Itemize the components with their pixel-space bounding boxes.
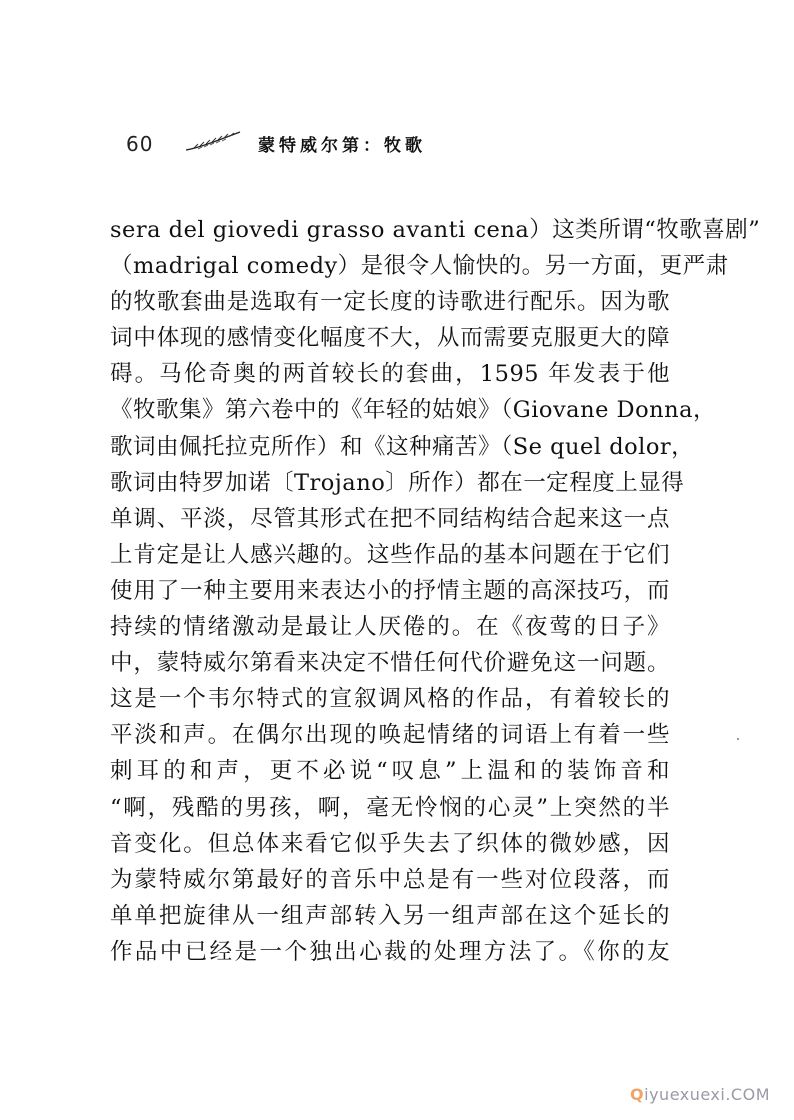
- text-line: sera del giovedi grasso avanti cena）这类所谓“牧歌喜剧”: [110, 217, 761, 243]
- text-line: 平淡和声。在偶尔出现的唤起情绪的词语上有着一些: [110, 722, 670, 749]
- text-line: 持续的情绪激动是最让人厌倦的。在《夜莺的日子》: [110, 614, 670, 641]
- page-header: [126, 128, 526, 162]
- text-line: 歌词由特罗加诺〔Trojano〕所作）都在一定程度上显得: [110, 469, 685, 496]
- text-line: 作品中已经是一个独出心裁的处理方法了。《你的友: [110, 938, 670, 965]
- feather-icon: [184, 130, 244, 154]
- text-line: 使用了一种主要用来表达小的抒情主题的高深技巧，而: [110, 577, 670, 604]
- text-line: 《牧歌集》第六卷中的《年轻的姑娘》（Giovane Donna，: [110, 397, 717, 424]
- text-line: 碍。马伦奇奥的两首较长的套曲，1595 年发表于他: [110, 361, 670, 388]
- watermark-logo-letter: Q: [630, 1085, 645, 1104]
- text-line: 上肯定是让人感兴趣的。这些作品的基本问题在于它们: [110, 541, 670, 568]
- text-line: 词中体现的感情变化幅度不大，从而需要克服更大的障: [110, 325, 670, 352]
- text-line: 这是一个韦尔特式的宣叙调风格的作品，有着较长的: [110, 686, 670, 713]
- page-number: 60: [126, 132, 154, 156]
- text-line: 歌词由佩托拉克所作）和《这种痛苦》（Se quel dolor，: [110, 433, 695, 460]
- text-line: 音变化。但总体来看它似乎失去了织体的微妙感，因: [110, 830, 670, 857]
- running-title: 蒙特威尔第：牧歌: [258, 136, 426, 156]
- text-line: 的牧歌套曲是选取有一定长度的诗歌进行配乐。因为歌: [110, 289, 670, 316]
- watermark: [630, 1085, 770, 1104]
- text-line: 单单把旋律从一组声部转入另一组声部在这个延长的: [110, 902, 670, 929]
- text-line: 为蒙特威尔第最好的音乐中总是有一些对位段落，而: [110, 866, 670, 893]
- body-text: [110, 212, 761, 970]
- scan-speck: [737, 738, 739, 740]
- text-line: “啊，残酷的男孩，啊，毫无怜悯的心灵”上突然的半: [110, 794, 670, 821]
- text-line: 中，蒙特威尔第看来决定不惜任何代价避免这一问题。: [110, 650, 670, 677]
- text-line: 单调、平淡，尽管其形式在把不同结构结合起来这一点: [110, 505, 670, 532]
- text-line: （madrigal comedy）是很令人愉快的。另一方面，更严肃: [110, 253, 729, 280]
- watermark-text: iyuexuexi.COM: [644, 1085, 770, 1104]
- text-line: 刺耳的和声，更不必说“叹息”上温和的装饰音和: [110, 758, 670, 785]
